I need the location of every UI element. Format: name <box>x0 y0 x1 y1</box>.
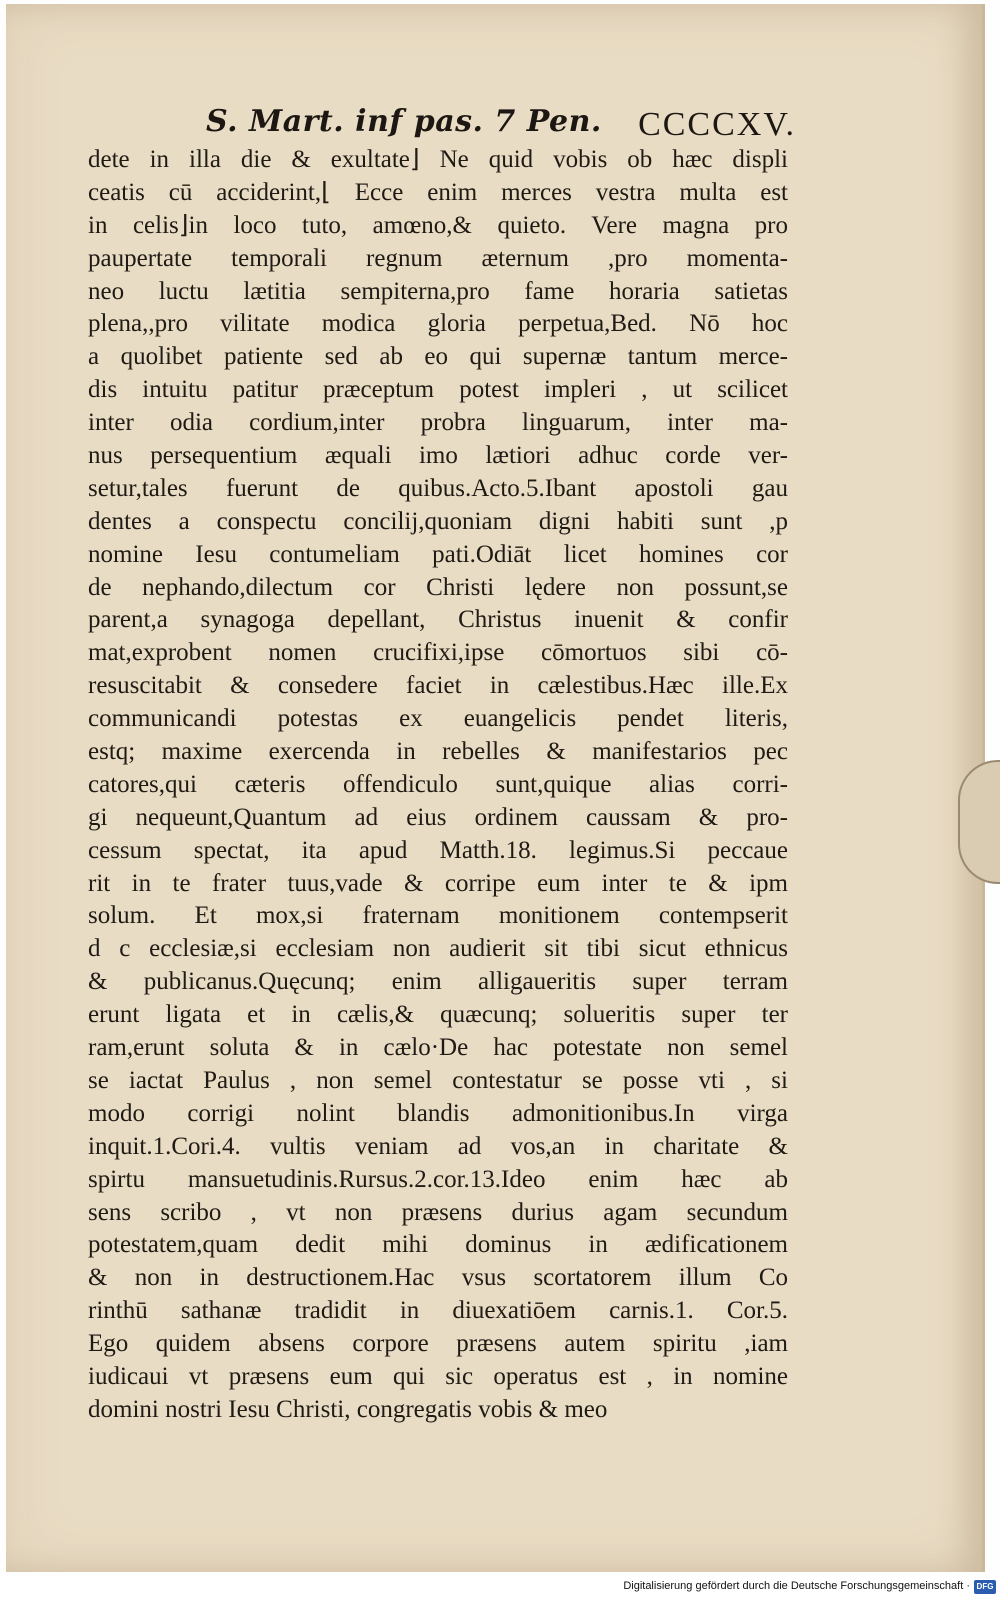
text-line: Ego quidem absens corpore præsens autem spiritu ,iam <box>88 1330 788 1358</box>
text-line: dete in illa die & exultate⌋ Ne quid vobis ob hæc displi <box>88 146 788 173</box>
text-line: paupertate temporali regnum æternum ,pro momenta- <box>88 244 788 272</box>
page-fore-edge <box>958 760 1000 884</box>
text-line: catores,qui cæteris offendiculo sunt,quique alias corri- <box>88 770 788 798</box>
text-line: spirtu mansuetudinis.Rursus.2.cor.13.Ideo enim hæc ab <box>88 1165 788 1193</box>
text-line: nus persequentium æquali imo lætiori adhuc corde ver- <box>88 442 788 470</box>
text-line: d c ecclesiæ,si ecclesiam non audierit sit tibi sicut ethnicus <box>88 935 788 963</box>
text-line: rit in te frater tuus,vade & corripe eum inter te & ipm <box>88 869 788 897</box>
text-line: dentes a conspectu concilij,quoniam digni habiti sunt ,p <box>88 507 788 535</box>
folio-number: CCCCXV. <box>638 106 796 143</box>
text-line: de nephando,dilectum cor Christi lędere non possunt,se <box>88 573 788 601</box>
text-line: rinthū sathanæ tradidit in diuexatiōem carnis.1. Cor.5. <box>88 1297 788 1325</box>
text-line: nomine Iesu contumeliam pati.Odiāt licet homines cor <box>88 540 788 568</box>
running-head: S. Mart. inf pas. 7 Pen. <box>206 104 602 139</box>
text-line: solum. Et mox,si fraternam monitionem contempserit <box>88 902 788 930</box>
text-line: domini nostri Iesu Christi, congregatis vobis & meo <box>88 1395 608 1423</box>
text-line: inquit.1.Cori.4. vultis veniam ad vos,an in charitate & <box>88 1132 788 1160</box>
text-line: plena,,pro vilitate modica gloria perpetua,Bed. Nō hoc <box>88 310 788 338</box>
text-line: & publicanus.Quęcunq; enim alligaueritis super terram <box>88 968 788 996</box>
page-header <box>206 104 796 148</box>
text-line: inter odia cordium,inter probra linguarum, inter ma- <box>88 409 788 437</box>
text-line: a quolibet patiente sed ab eo qui supernæ tantum merce- <box>88 343 788 371</box>
text-line: potestatem,quam dedit mihi dominus in ædificationem <box>88 1231 788 1259</box>
text-line: setur,tales fuerunt de quibus.Acto.5.Ibant apostoli gau <box>88 474 788 502</box>
text-line: sens scribo , vt non præsens durius agam secundum <box>88 1198 788 1226</box>
body-text <box>88 144 788 1427</box>
text-line: iudicaui vt præsens eum qui sic operatus est , in nomine <box>88 1362 788 1390</box>
text-line: neo luctu lætitia sempiterna,pro fame horaria satietas <box>88 277 788 305</box>
text-line: dis intuitu patitur præceptum potest impleri , ut scilicet <box>88 376 788 404</box>
text-line: in celis⌋in loco tuto, amœno,& quieto. Vere magna pro <box>88 211 788 239</box>
text-line: ram,erunt soluta & in cælo·De hac potestate non semel <box>88 1034 788 1062</box>
dfg-logo: DFG <box>974 1580 996 1594</box>
text-line: cessum spectat, ita apud Matth.18. legimus.Si peccaue <box>88 836 788 864</box>
text-line: se iactat Paulus , non semel contestatur se posse vti , si <box>88 1066 788 1094</box>
footer-credit: Digitalisierung gefördert durch die Deutsche Forschungsgemeinschaft · <box>623 1580 970 1592</box>
text-line: ceatis cū acciderint,⌊ Ecce enim merces vestra multa est <box>88 178 788 206</box>
text-line: parent,a synagoga depellant, Christus inuenit & confir <box>88 606 788 634</box>
text-line: modo corrigi nolint blandis admonitionibus.In virga <box>88 1099 788 1127</box>
text-line: resuscitabit & consedere faciet in cælestibus.Hæc ille.Ex <box>88 672 788 700</box>
book-page <box>6 4 985 1572</box>
digitization-footer <box>0 1576 1000 1600</box>
text-line: & non in destructionem.Hac vsus scortatorem illum Co <box>88 1264 788 1292</box>
text-line: communicandi potestas ex euangelicis pendet literis, <box>88 705 788 733</box>
text-line: erunt ligata et in cælis,& quæcunq; solueritis super ter <box>88 1001 788 1029</box>
text-line: mat,exprobent nomen crucifixi,ipse cōmortuos sibi cō- <box>88 639 788 667</box>
text-line: gi nequeunt,Quantum ad eius ordinem caussam & pro- <box>88 803 788 831</box>
text-line: estq; maxime exercenda in rebelles & manifestarios pec <box>88 738 788 766</box>
